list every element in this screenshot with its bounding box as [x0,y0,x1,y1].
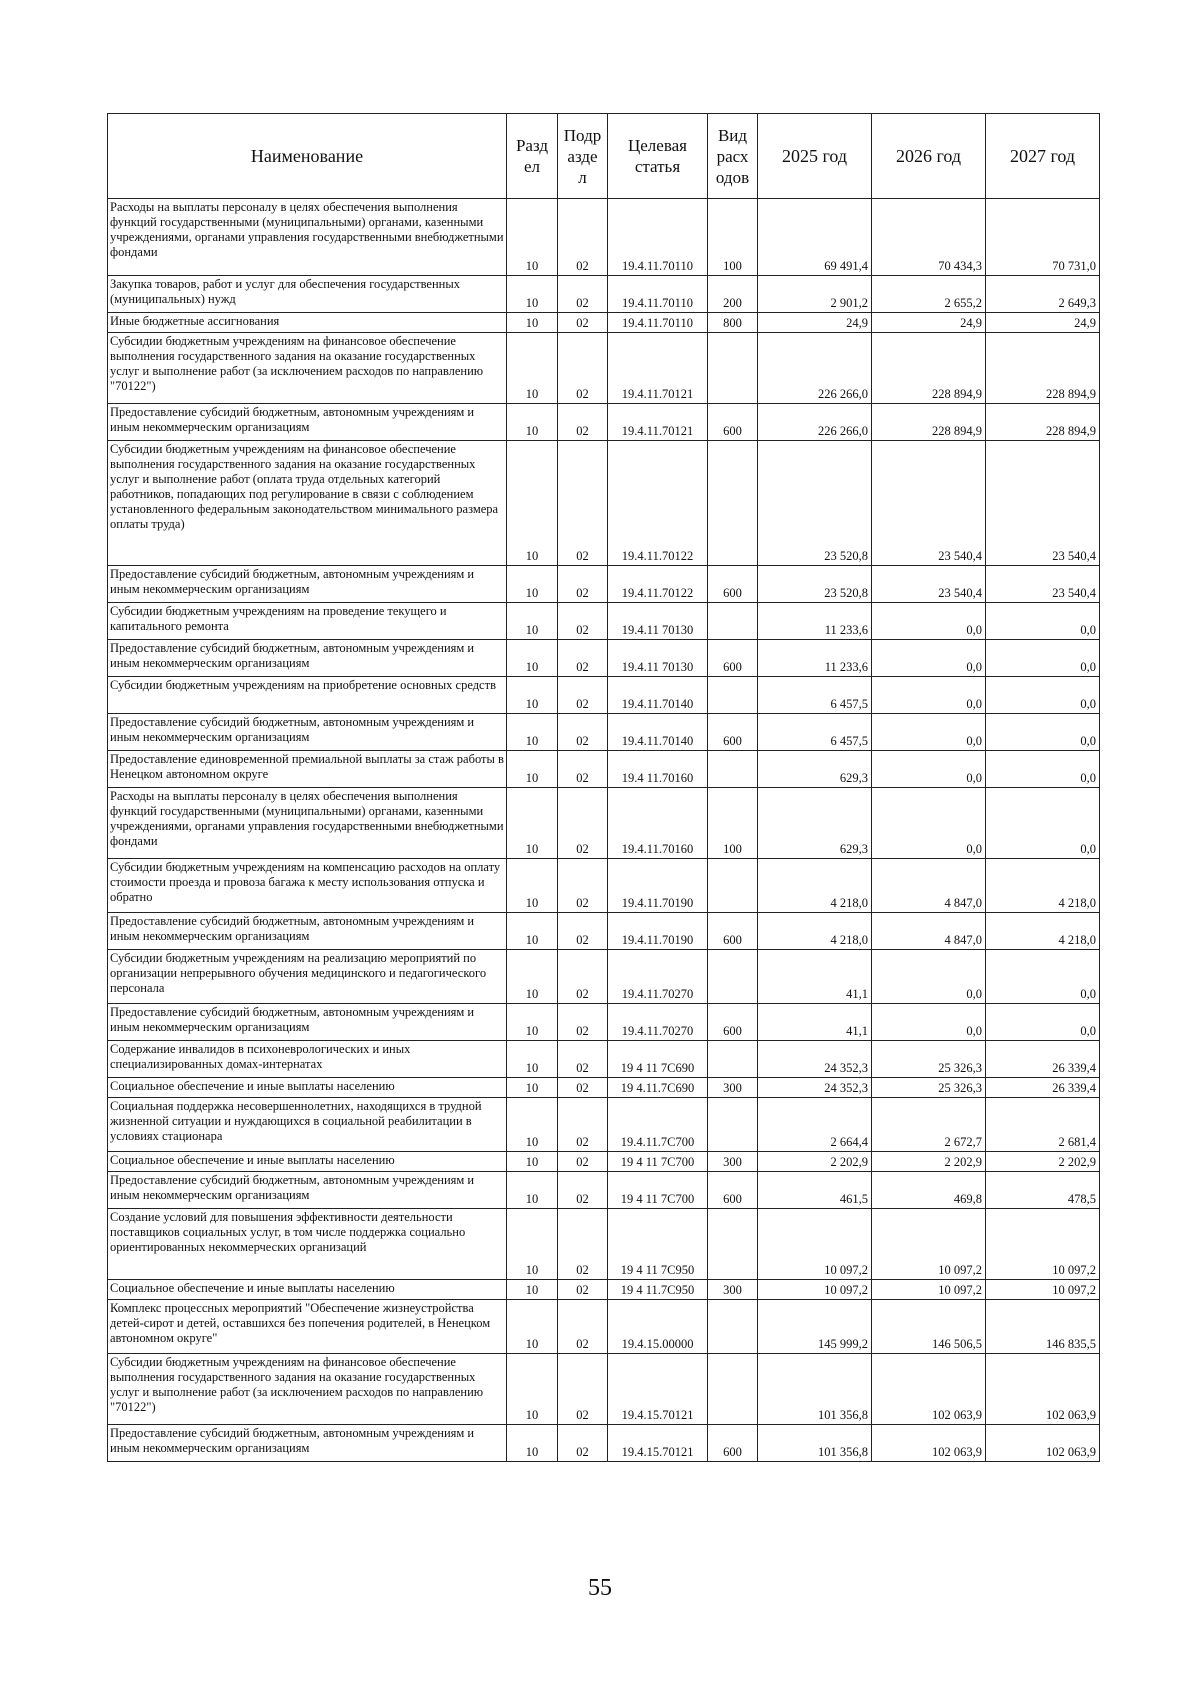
row-section: 10 [507,751,558,788]
row-amount-2025: 461,5 [758,1172,872,1209]
row-name: Предоставление субсидий бюджетным, автономным учреждениям и иным некоммерческим организациям [108,1004,507,1041]
row-expense-type: 600 [708,1425,758,1462]
row-target-article: 19 4 11 7С700 [608,1152,708,1172]
row-section: 10 [507,404,558,441]
row-amount-2025: 145 999,2 [758,1300,872,1354]
row-expense-type: 200 [708,276,758,313]
row-amount-2026: 24,9 [872,313,986,333]
row-amount-2025: 226 266,0 [758,333,872,404]
row-subsection: 02 [558,199,608,276]
row-subsection: 02 [558,1078,608,1098]
row-subsection: 02 [558,859,608,913]
table-row [108,640,1100,677]
row-amount-2025: 23 520,8 [758,566,872,603]
row-name: Социальное обеспечение и иные выплаты населению [108,1280,507,1300]
row-target-article: 19 4 11 7С700 [608,1172,708,1209]
row-expense-type [708,1354,758,1425]
row-name: Социальное обеспечение и иные выплаты населению [108,1078,507,1098]
table-row [108,1172,1100,1209]
row-amount-2027: 24,9 [986,313,1100,333]
table-row [108,276,1100,313]
row-amount-2025: 24 352,3 [758,1041,872,1078]
row-amount-2025: 6 457,5 [758,677,872,714]
row-name: Закупка товаров, работ и услуг для обеспечения государственных (муниципальных) нужд [108,276,507,313]
row-target-article: 19.4.15.70121 [608,1354,708,1425]
row-amount-2025: 23 520,8 [758,441,872,566]
row-section: 10 [507,333,558,404]
table-row [108,950,1100,1004]
row-target-article: 19.4.11.7С700 [608,1098,708,1152]
row-subsection: 02 [558,276,608,313]
row-target-article: 19.4.11.70160 [608,788,708,859]
row-subsection: 02 [558,1172,608,1209]
row-amount-2025: 2 901,2 [758,276,872,313]
row-subsection: 02 [558,1152,608,1172]
row-target-article: 19.4.11 70130 [608,640,708,677]
row-amount-2027: 4 218,0 [986,859,1100,913]
row-section: 10 [507,788,558,859]
row-expense-type: 600 [708,404,758,441]
table-row [108,677,1100,714]
table-row [108,714,1100,751]
row-amount-2026: 25 326,3 [872,1078,986,1098]
row-expense-type [708,751,758,788]
row-amount-2027: 2 681,4 [986,1098,1100,1152]
row-amount-2027: 228 894,9 [986,404,1100,441]
row-amount-2025: 2 202,9 [758,1152,872,1172]
row-target-article: 19.4.11.70122 [608,566,708,603]
row-expense-type: 100 [708,199,758,276]
row-section: 10 [507,313,558,333]
row-section: 10 [507,1280,558,1300]
header-2025: 2025 год [758,114,872,199]
row-expense-type [708,441,758,566]
row-target-article: 19.4.11.70110 [608,199,708,276]
row-amount-2025: 24,9 [758,313,872,333]
row-subsection: 02 [558,1425,608,1462]
row-amount-2027: 102 063,9 [986,1425,1100,1462]
row-amount-2026: 0,0 [872,751,986,788]
row-expense-type: 600 [708,913,758,950]
row-target-article: 19 4 11.7С950 [608,1280,708,1300]
row-amount-2026: 23 540,4 [872,441,986,566]
row-amount-2027: 0,0 [986,640,1100,677]
row-name: Иные бюджетные ассигнования [108,313,507,333]
row-expense-type [708,950,758,1004]
row-expense-type: 300 [708,1152,758,1172]
row-subsection: 02 [558,1209,608,1280]
table-row [108,1300,1100,1354]
row-amount-2026: 228 894,9 [872,404,986,441]
row-expense-type [708,1041,758,1078]
row-amount-2027: 10 097,2 [986,1209,1100,1280]
row-subsection: 02 [558,313,608,333]
row-expense-type: 600 [708,1004,758,1041]
header-section: Разд ел [507,114,558,199]
row-amount-2025: 4 218,0 [758,859,872,913]
row-target-article: 19.4.11.70122 [608,441,708,566]
row-section: 10 [507,1300,558,1354]
row-amount-2027: 23 540,4 [986,566,1100,603]
row-name: Комплекс процессных мероприятий "Обеспечение жизнеустройства детей-сирот и детей, оставшихся без попечения родителей, в Ненецком автономном округе" [108,1300,507,1354]
row-target-article: 19.4.11.70140 [608,677,708,714]
row-amount-2027: 2 202,9 [986,1152,1100,1172]
row-amount-2026: 228 894,9 [872,333,986,404]
table-row [108,788,1100,859]
row-amount-2026: 0,0 [872,677,986,714]
row-amount-2026: 10 097,2 [872,1209,986,1280]
row-section: 10 [507,950,558,1004]
row-section: 10 [507,1004,558,1041]
table-row [108,1152,1100,1172]
row-expense-type [708,1209,758,1280]
row-section: 10 [507,441,558,566]
row-amount-2027: 0,0 [986,677,1100,714]
row-section: 10 [507,1098,558,1152]
row-target-article: 19.4.11.70121 [608,333,708,404]
row-amount-2027: 146 835,5 [986,1300,1100,1354]
row-amount-2025: 6 457,5 [758,714,872,751]
header-2026: 2026 год [872,114,986,199]
table-row [108,1209,1100,1280]
row-amount-2026: 0,0 [872,1004,986,1041]
row-subsection: 02 [558,677,608,714]
table-row [108,1425,1100,1462]
row-amount-2025: 629,3 [758,788,872,859]
row-amount-2025: 226 266,0 [758,404,872,441]
row-amount-2027: 0,0 [986,950,1100,1004]
row-amount-2026: 102 063,9 [872,1425,986,1462]
row-subsection: 02 [558,950,608,1004]
row-amount-2026: 0,0 [872,788,986,859]
row-name: Социальное обеспечение и иные выплаты населению [108,1152,507,1172]
row-subsection: 02 [558,404,608,441]
header-subsection: Подр азде л [558,114,608,199]
row-expense-type [708,1300,758,1354]
row-expense-type [708,603,758,640]
row-amount-2025: 41,1 [758,950,872,1004]
table-body [108,199,1100,1462]
row-amount-2026: 469,8 [872,1172,986,1209]
header-name: Наименование [108,114,507,199]
row-name: Предоставление субсидий бюджетным, автономным учреждениям и иным некоммерческим организациям [108,1172,507,1209]
row-target-article: 19.4.11 70130 [608,603,708,640]
row-amount-2027: 10 097,2 [986,1280,1100,1300]
row-amount-2026: 0,0 [872,714,986,751]
row-amount-2026: 23 540,4 [872,566,986,603]
row-section: 10 [507,640,558,677]
row-name: Предоставление единовременной премиальной выплаты за стаж работы в Ненецком автономном округе [108,751,507,788]
table-row [108,1078,1100,1098]
row-amount-2025: 69 491,4 [758,199,872,276]
row-amount-2027: 478,5 [986,1172,1100,1209]
row-target-article: 19 4.11.7С690 [608,1078,708,1098]
table-row [108,1280,1100,1300]
row-amount-2025: 629,3 [758,751,872,788]
table-row [108,859,1100,913]
row-amount-2027: 0,0 [986,714,1100,751]
row-amount-2025: 11 233,6 [758,603,872,640]
row-name: Субсидии бюджетным учреждениям на финансовое обеспечение выполнения государственного задания на оказание государственных услуг и выполнение работ (оплата труда отдельных категорий работников, попадающих под регулирование в связи с соблюдением установленного федеральным законодательством минимального размера оплаты труда) [108,441,507,566]
header-target-article: Целевая статья [608,114,708,199]
row-amount-2026: 70 434,3 [872,199,986,276]
row-subsection: 02 [558,1354,608,1425]
row-amount-2027: 26 339,4 [986,1041,1100,1078]
row-target-article: 19.4.11.70121 [608,404,708,441]
row-name: Субсидии бюджетным учреждениям на приобретение основных средств [108,677,507,714]
row-amount-2027: 2 649,3 [986,276,1100,313]
row-name: Субсидии бюджетным учреждениям на реализацию мероприятий по организации непрерывного обучения медицинского и педагогического персонала [108,950,507,1004]
table-row [108,313,1100,333]
table-row [108,1004,1100,1041]
row-amount-2027: 23 540,4 [986,441,1100,566]
row-section: 10 [507,677,558,714]
row-amount-2025: 101 356,8 [758,1354,872,1425]
header-2027: 2027 год [986,114,1100,199]
row-name: Создание условий для повышения эффективности деятельности поставщиков социальных услуг, в том числе поддержка социально ориентированных некоммерческих организаций [108,1209,507,1280]
row-subsection: 02 [558,1280,608,1300]
row-section: 10 [507,1209,558,1280]
table-row [108,404,1100,441]
header-expense-type: Вид расх одов [708,114,758,199]
row-target-article: 19.4.11.70140 [608,714,708,751]
row-amount-2026: 4 847,0 [872,913,986,950]
row-subsection: 02 [558,640,608,677]
row-section: 10 [507,603,558,640]
row-subsection: 02 [558,333,608,404]
row-amount-2026: 0,0 [872,640,986,677]
row-amount-2026: 4 847,0 [872,859,986,913]
row-expense-type: 300 [708,1078,758,1098]
row-expense-type: 600 [708,566,758,603]
row-subsection: 02 [558,714,608,751]
table-row [108,603,1100,640]
row-target-article: 19.4.11.70270 [608,1004,708,1041]
row-amount-2025: 11 233,6 [758,640,872,677]
row-amount-2027: 0,0 [986,751,1100,788]
table-row [108,441,1100,566]
row-name: Расходы на выплаты персоналу в целях обеспечения выполнения функций государственными (муниципальными) органами, казенными учреждениями, органами управления государственными внебюджетными фондами [108,788,507,859]
row-name: Субсидии бюджетным учреждениям на проведение текущего и капитального ремонта [108,603,507,640]
table-row [108,333,1100,404]
page-number: 55 [588,1575,612,1601]
row-amount-2026: 102 063,9 [872,1354,986,1425]
row-amount-2026: 2 655,2 [872,276,986,313]
row-section: 10 [507,1152,558,1172]
row-name: Субсидии бюджетным учреждениям на финансовое обеспечение выполнения государственного задания на оказание государственных услуг и выполнение работ (за исключением расходов по направлению "70122") [108,1354,507,1425]
row-section: 10 [507,566,558,603]
row-amount-2025: 2 664,4 [758,1098,872,1152]
row-name: Предоставление субсидий бюджетным, автономным учреждениям и иным некоммерческим организациям [108,566,507,603]
row-name: Социальная поддержка несовершеннолетних, находящихся в трудной жизненной ситуации и нуждающихся в социальной реабилитации в условиях стационара [108,1098,507,1152]
row-section: 10 [507,1354,558,1425]
row-name: Содержание инвалидов в психоневрологических и иных специализированных домах-интернатах [108,1041,507,1078]
row-subsection: 02 [558,441,608,566]
row-amount-2026: 2 672,7 [872,1098,986,1152]
row-name: Расходы на выплаты персоналу в целях обеспечения выполнения функций государственными (муниципальными) органами, казенными учреждениями, органами управления государственными внебюджетными фондами [108,199,507,276]
row-section: 10 [507,714,558,751]
row-amount-2025: 24 352,3 [758,1078,872,1098]
row-expense-type [708,677,758,714]
row-subsection: 02 [558,603,608,640]
row-expense-type [708,1098,758,1152]
row-amount-2025: 41,1 [758,1004,872,1041]
row-name: Предоставление субсидий бюджетным, автономным учреждениям и иным некоммерческим организациям [108,640,507,677]
row-amount-2026: 0,0 [872,603,986,640]
table-row [108,1354,1100,1425]
row-subsection: 02 [558,566,608,603]
row-amount-2026: 10 097,2 [872,1280,986,1300]
row-amount-2025: 10 097,2 [758,1280,872,1300]
table-row [108,913,1100,950]
row-amount-2027: 0,0 [986,603,1100,640]
row-amount-2027: 26 339,4 [986,1078,1100,1098]
row-expense-type: 800 [708,313,758,333]
row-expense-type: 300 [708,1280,758,1300]
row-subsection: 02 [558,1098,608,1152]
row-amount-2027: 0,0 [986,1004,1100,1041]
row-amount-2027: 228 894,9 [986,333,1100,404]
row-amount-2026: 2 202,9 [872,1152,986,1172]
row-name: Предоставление субсидий бюджетным, автономным учреждениям и иным некоммерческим организациям [108,913,507,950]
row-section: 10 [507,913,558,950]
row-target-article: 19.4.11.70190 [608,913,708,950]
row-target-article: 19 4 11 7С690 [608,1041,708,1078]
row-target-article: 19.4 11.70160 [608,751,708,788]
row-section: 10 [507,1425,558,1462]
row-name: Предоставление субсидий бюджетным, автономным учреждениям и иным некоммерческим организациям [108,1425,507,1462]
row-section: 10 [507,1172,558,1209]
row-target-article: 19.4.15.70121 [608,1425,708,1462]
row-expense-type [708,859,758,913]
row-target-article: 19.4.11.70110 [608,313,708,333]
row-subsection: 02 [558,913,608,950]
row-amount-2027: 4 218,0 [986,913,1100,950]
row-expense-type: 600 [708,640,758,677]
row-subsection: 02 [558,1041,608,1078]
row-target-article: 19.4.11.70270 [608,950,708,1004]
row-amount-2026: 0,0 [872,950,986,1004]
budget-table [107,113,1100,1462]
table-row [108,1041,1100,1078]
row-name: Предоставление субсидий бюджетным, автономным учреждениям и иным некоммерческим организациям [108,404,507,441]
row-target-article: 19.4.15.00000 [608,1300,708,1354]
row-amount-2027: 0,0 [986,788,1100,859]
row-target-article: 19.4.11.70190 [608,859,708,913]
row-target-article: 19.4.11.70110 [608,276,708,313]
table-header-row [108,114,1100,199]
row-section: 10 [507,276,558,313]
row-subsection: 02 [558,788,608,859]
row-section: 10 [507,199,558,276]
row-target-article: 19 4 11 7С950 [608,1209,708,1280]
row-section: 10 [507,859,558,913]
row-subsection: 02 [558,1004,608,1041]
table-row [108,566,1100,603]
row-amount-2025: 101 356,8 [758,1425,872,1462]
table-row [108,751,1100,788]
row-amount-2027: 102 063,9 [986,1354,1100,1425]
row-amount-2027: 70 731,0 [986,199,1100,276]
table-row [108,199,1100,276]
row-subsection: 02 [558,1300,608,1354]
row-amount-2025: 10 097,2 [758,1209,872,1280]
row-amount-2026: 25 326,3 [872,1041,986,1078]
row-name: Субсидии бюджетным учреждениям на компенсацию расходов на оплату стоимости проезда и провоза багажа к месту использования отпуска и обратно [108,859,507,913]
row-expense-type: 600 [708,1172,758,1209]
row-amount-2025: 4 218,0 [758,913,872,950]
row-subsection: 02 [558,751,608,788]
row-expense-type: 100 [708,788,758,859]
row-amount-2026: 146 506,5 [872,1300,986,1354]
row-section: 10 [507,1078,558,1098]
row-expense-type [708,333,758,404]
row-name: Субсидии бюджетным учреждениям на финансовое обеспечение выполнения государственного задания на оказание государственных услуг и выполнение работ (за исключением расходов по направлению "70122") [108,333,507,404]
row-section: 10 [507,1041,558,1078]
row-expense-type: 600 [708,714,758,751]
row-name: Предоставление субсидий бюджетным, автономным учреждениям и иным некоммерческим организациям [108,714,507,751]
table-row [108,1098,1100,1152]
